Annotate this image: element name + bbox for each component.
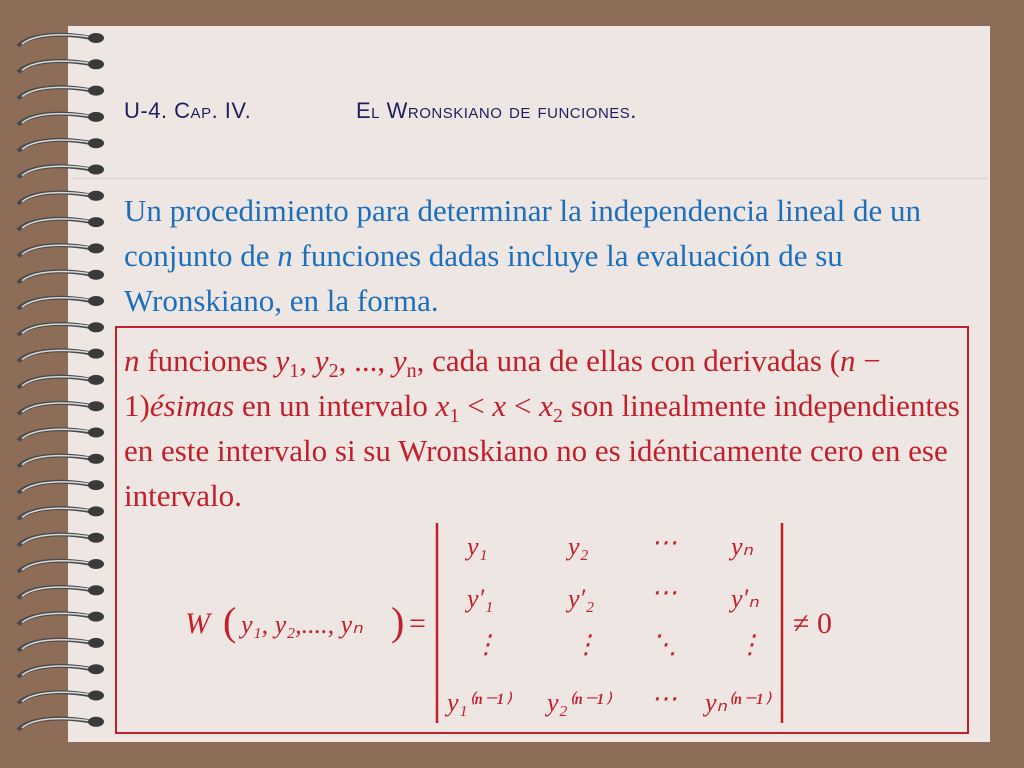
- binder-ring: [18, 612, 104, 625]
- matrix-cell: y′ₙ: [731, 584, 759, 613]
- matrix-cell: yₙ: [731, 532, 753, 561]
- binder-ring: [18, 59, 104, 72]
- matrix-cell: y′₁: [467, 584, 494, 613]
- binder-ring: [18, 480, 104, 493]
- binder-ring: [18, 638, 104, 651]
- binder-ring: [18, 322, 104, 335]
- binder-ring: [18, 533, 104, 546]
- binder-ring: [18, 691, 104, 704]
- binder-ring: [18, 717, 104, 730]
- header-divider: [70, 178, 988, 179]
- wronskian-formula: [175, 515, 875, 730]
- binder-ring: [18, 270, 104, 283]
- left-paren: (: [223, 599, 237, 644]
- matrix-cell: ⋯: [651, 684, 677, 713]
- binder-ring: [18, 454, 104, 467]
- binder-ring: [18, 217, 104, 230]
- binder-ring: [18, 243, 104, 256]
- matrix-cell: y₂⁽ⁿ⁻¹⁾: [547, 688, 611, 717]
- matrix-cell: ⋮: [473, 630, 499, 659]
- matrix-cell: y′₂: [568, 584, 595, 613]
- binder-ring: [18, 138, 104, 151]
- not-equal-zero: ≠ 0: [793, 607, 832, 640]
- right-paren: ): [391, 599, 405, 644]
- matrix-cell: ⋯: [651, 528, 677, 557]
- binder-ring: [18, 428, 104, 441]
- chapter-number: U-4. Cap. IV.: [124, 98, 252, 123]
- binder-ring: [18, 585, 104, 598]
- matrix-cell: y₁⁽ⁿ⁻¹⁾: [447, 688, 511, 717]
- binder-ring: [18, 506, 104, 519]
- determinant-matrix: [444, 528, 772, 717]
- binder-ring: [18, 112, 104, 125]
- binder-ring: [18, 86, 104, 99]
- binder-ring: [18, 165, 104, 178]
- binder-ring: [18, 349, 104, 362]
- spiral-binding: [0, 0, 120, 768]
- equals-sign: =: [409, 607, 426, 640]
- theorem-statement: n funciones $y_1$, $y_2$, ..., $y_n$, cada una de ellas con derivadas (n − 1)ésimas en un intervalo $x_1 < x < x_2$ son linealmente independientes en este intervalo si su Wronskiano no es idénticamente cero en ese intervalo.: [124, 343, 960, 513]
- matrix-cell: yₙ⁽ⁿ⁻¹⁾: [705, 688, 770, 717]
- intro-paragraph: Un procedimiento para determinar la independencia lineal de un conjunto de n funciones dadas incluye la evaluación de su Wronskiano, en la forma.: [124, 193, 922, 318]
- matrix-cell: y₂: [568, 532, 589, 561]
- slide-header: [124, 98, 944, 128]
- binder-ring: [18, 191, 104, 204]
- binder-ring: [18, 375, 104, 388]
- binder-ring: [18, 559, 104, 572]
- binder-ring: [18, 401, 104, 414]
- binder-ring: [18, 664, 104, 677]
- matrix-cell: ⋮: [737, 630, 763, 659]
- wronskian-symbol: W: [185, 607, 210, 640]
- wronskian-args: y₁, y₂,...., yₙ: [241, 610, 363, 639]
- matrix-cell: ⋱: [651, 630, 677, 659]
- matrix-cell: ⋯: [651, 578, 677, 607]
- slide-title: El Wronskiano de funciones.: [356, 98, 637, 123]
- binder-ring: [18, 296, 104, 309]
- binder-ring: [18, 33, 104, 46]
- matrix-cell: ⋮: [573, 630, 599, 659]
- matrix-cell: y₁: [467, 532, 488, 561]
